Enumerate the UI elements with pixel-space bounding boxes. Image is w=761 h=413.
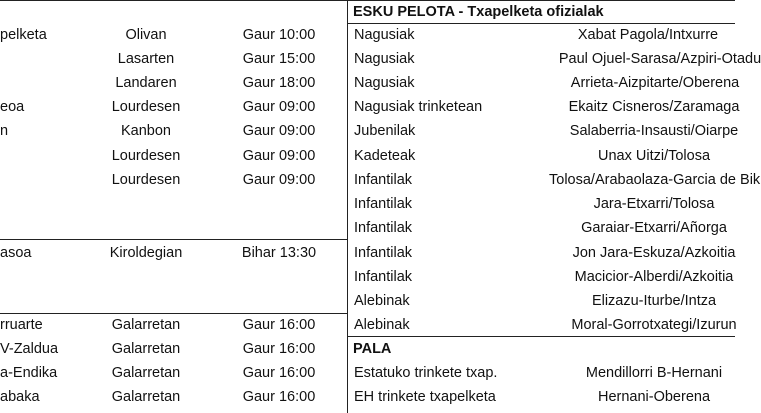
match-cell: Xabat Pagola/Intxurre [577,27,719,43]
section-title: PALA [353,341,392,357]
left-group1-divider [0,239,347,240]
match-cell: Mendillorri B-Hernani [585,365,723,381]
time-cell: Gaur 09:00 [242,148,316,164]
place-cell: Olivan [125,27,167,43]
team-cell: pelketa [0,27,47,43]
category-cell: Kadeteak [354,148,416,164]
place-cell: Kanbon [121,123,171,139]
time-cell: Gaur 18:00 [242,75,316,91]
category-cell: Alebinak [354,293,410,309]
match-cell: Paul Ojuel-Sarasa/Azpiri-Otadu [558,51,761,67]
place-cell: Lourdesen [111,172,181,188]
match-cell: Hernani-Oberena [597,389,711,405]
time-cell: Gaur 16:00 [242,365,316,381]
time-cell: Gaur 09:00 [242,172,316,188]
time-cell: Gaur 16:00 [242,389,316,405]
time-cell: Gaur 10:00 [242,27,316,43]
match-cell: Macicior-Alberdi/Azkoitia [574,269,734,285]
team-cell: asoa [0,245,32,261]
time-cell: Gaur 16:00 [242,317,316,333]
header-underline [347,23,735,24]
top-border [0,0,735,1]
place-cell: Lourdesen [111,148,181,164]
category-cell: Infantilak [354,220,413,236]
time-cell: Gaur 15:00 [242,51,316,67]
time-cell: Gaur 16:00 [242,341,316,357]
match-cell: Jara-Etxarri/Tolosa [593,196,715,212]
place-cell: Galarretan [111,365,181,381]
match-cell: Salaberria-Insausti/Oiarpe [569,123,739,139]
place-cell: Lourdesen [111,99,181,115]
time-cell: Gaur 09:00 [242,123,316,139]
match-cell: Garaiar-Etxarri/Añorga [581,220,727,236]
category-cell: Nagusiak [354,27,415,43]
team-cell: n [0,123,9,139]
team-cell: a-Endika [0,365,58,381]
place-cell: Galarretan [111,317,181,333]
match-cell: Elizazu-Iturbe/Intza [591,293,717,309]
match-cell: Unax Uitzi/Tolosa [597,148,711,164]
category-cell: Alebinak [354,317,410,333]
left-group2-divider [0,313,347,314]
match-cell: Tolosa/Arabaolaza-Garcia de Bik [549,172,761,188]
team-cell: rruarte [0,317,43,333]
center-divider [347,0,348,413]
category-cell: Jubenilak [354,123,416,139]
place-cell: Landaren [115,75,177,91]
category-cell: Infantilak [354,196,413,212]
team-cell: abaka [0,389,40,405]
category-cell: Infantilak [354,245,413,261]
category-cell: Nagusiak [354,75,415,91]
place-cell: Galarretan [111,341,181,357]
team-cell: V-Zaldua [0,341,59,357]
time-cell: Bihar 13:30 [241,245,317,261]
table-title: ESKU PELOTA - Txapelketa ofizialak [353,4,604,20]
match-cell: Jon Jara-Eskuza/Azkoitia [572,245,736,261]
category-cell: Infantilak [354,172,413,188]
place-cell: Lasarten [117,51,175,67]
place-cell: Kiroldegian [109,245,183,261]
match-cell: Ekaitz Cisneros/Zaramaga [568,99,740,115]
category-cell: Nagusiak trinketean [354,99,483,115]
match-cell: Moral-Gorrotxategi/Izurun [571,317,737,333]
team-cell: eoa [0,99,25,115]
category-cell: Nagusiak [354,51,415,67]
category-cell: Infantilak [354,269,413,285]
match-cell: Arrieta-Aizpitarte/Oberena [570,75,740,91]
category-cell: Estatuko trinkete txap. [354,365,498,381]
time-cell: Gaur 09:00 [242,99,316,115]
place-cell: Galarretan [111,389,181,405]
category-cell: EH trinkete txapelketa [354,389,496,405]
pala-divider [347,336,735,337]
